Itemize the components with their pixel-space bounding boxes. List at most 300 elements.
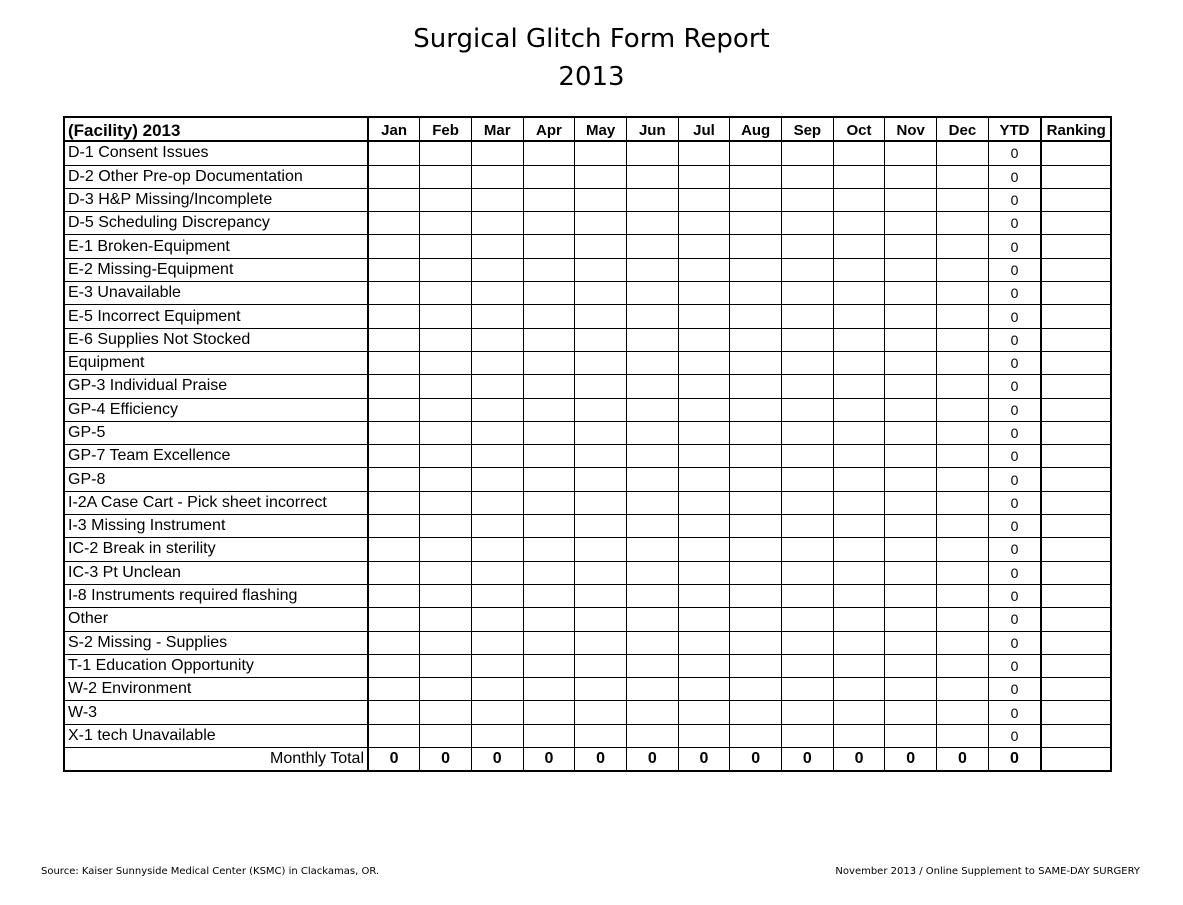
monthly-total-sep: 0: [782, 748, 834, 772]
month-cell-aug: [730, 375, 782, 398]
ytd-cell: 0: [988, 235, 1041, 258]
ytd-header: YTD: [988, 117, 1041, 141]
month-cell-jul: [678, 212, 730, 235]
month-cell-oct: [833, 141, 885, 165]
row-label: Other: [64, 608, 368, 631]
month-cell-nov: [885, 631, 937, 654]
month-cell-dec: [937, 351, 989, 374]
header-row: [64, 117, 1111, 141]
month-cell-oct: [833, 584, 885, 607]
month-cell-feb: [420, 141, 472, 165]
month-cell-feb: [420, 631, 472, 654]
month-cell-aug: [730, 678, 782, 701]
month-cell-dec: [937, 678, 989, 701]
month-cell-jul: [678, 584, 730, 607]
month-cell-jan: [368, 654, 420, 677]
month-cell-sep: [782, 608, 834, 631]
month-cell-aug: [730, 654, 782, 677]
month-cell-dec: [937, 538, 989, 561]
month-cell-sep: [782, 375, 834, 398]
month-cell-feb: [420, 445, 472, 468]
ranking-cell: [1041, 584, 1111, 607]
month-cell-oct: [833, 608, 885, 631]
month-cell-mar: [471, 141, 523, 165]
ytd-cell: 0: [988, 305, 1041, 328]
month-cell-aug: [730, 212, 782, 235]
month-cell-jun: [626, 584, 678, 607]
month-cell-jun: [626, 631, 678, 654]
month-cell-may: [575, 188, 627, 211]
month-cell-jul: [678, 235, 730, 258]
month-cell-nov: [885, 538, 937, 561]
month-cell-nov: [885, 375, 937, 398]
month-cell-mar: [471, 468, 523, 491]
monthly-total-jul: 0: [678, 748, 730, 772]
month-cell-feb: [420, 515, 472, 538]
ytd-cell: 0: [988, 538, 1041, 561]
month-cell-sep: [782, 351, 834, 374]
ranking-header: Ranking: [1041, 117, 1111, 141]
monthly-total-apr: 0: [523, 748, 575, 772]
ytd-cell: 0: [988, 212, 1041, 235]
month-cell-sep: [782, 654, 834, 677]
ranking-cell: [1041, 515, 1111, 538]
month-cell-oct: [833, 328, 885, 351]
month-cell-jan: [368, 561, 420, 584]
ytd-cell: 0: [988, 631, 1041, 654]
month-cell-mar: [471, 305, 523, 328]
month-cell-aug: [730, 421, 782, 444]
month-cell-jan: [368, 491, 420, 514]
month-cell-jun: [626, 282, 678, 305]
month-cell-mar: [471, 212, 523, 235]
month-cell-dec: [937, 305, 989, 328]
month-cell-aug: [730, 515, 782, 538]
ytd-cell: 0: [988, 515, 1041, 538]
month-cell-nov: [885, 328, 937, 351]
month-cell-jun: [626, 141, 678, 165]
month-cell-jan: [368, 421, 420, 444]
ranking-cell: [1041, 235, 1111, 258]
month-cell-sep: [782, 212, 834, 235]
month-cell-apr: [523, 445, 575, 468]
month-cell-nov: [885, 561, 937, 584]
table-row: [64, 678, 1111, 701]
month-cell-jul: [678, 701, 730, 724]
month-cell-sep: [782, 445, 834, 468]
row-label: I-2A Case Cart - Pick sheet incorrect: [64, 491, 368, 514]
month-cell-may: [575, 561, 627, 584]
month-cell-feb: [420, 188, 472, 211]
month-cell-mar: [471, 515, 523, 538]
month-cell-dec: [937, 212, 989, 235]
month-cell-nov: [885, 678, 937, 701]
row-label: E-6 Supplies Not Stocked: [64, 328, 368, 351]
row-label: E-3 Unavailable: [64, 282, 368, 305]
month-cell-oct: [833, 445, 885, 468]
month-cell-sep: [782, 141, 834, 165]
month-cell-jul: [678, 305, 730, 328]
month-cell-sep: [782, 631, 834, 654]
month-cell-oct: [833, 212, 885, 235]
table-row: [64, 445, 1111, 468]
month-cell-apr: [523, 724, 575, 747]
ytd-cell: 0: [988, 608, 1041, 631]
monthly-total-nov: 0: [885, 748, 937, 772]
month-cell-jul: [678, 398, 730, 421]
month-cell-sep: [782, 468, 834, 491]
month-cell-may: [575, 584, 627, 607]
month-cell-jul: [678, 421, 730, 444]
ytd-cell: 0: [988, 561, 1041, 584]
footer-note: November 2013 / Online Supplement to SAME-DAY SURGERY: [835, 866, 1140, 877]
month-cell-dec: [937, 561, 989, 584]
month-cell-apr: [523, 258, 575, 281]
month-cell-may: [575, 212, 627, 235]
month-cell-feb: [420, 282, 472, 305]
monthly-total-jan: 0: [368, 748, 420, 772]
month-cell-apr: [523, 654, 575, 677]
month-cell-jan: [368, 538, 420, 561]
month-cell-apr: [523, 678, 575, 701]
month-cell-jul: [678, 328, 730, 351]
month-cell-mar: [471, 631, 523, 654]
table-row: [64, 421, 1111, 444]
month-cell-jan: [368, 282, 420, 305]
month-cell-nov: [885, 515, 937, 538]
month-cell-jul: [678, 608, 730, 631]
month-cell-apr: [523, 328, 575, 351]
month-cell-may: [575, 701, 627, 724]
month-cell-apr: [523, 375, 575, 398]
month-cell-apr: [523, 631, 575, 654]
month-cell-sep: [782, 258, 834, 281]
monthly-total-may: 0: [575, 748, 627, 772]
month-cell-nov: [885, 235, 937, 258]
month-cell-feb: [420, 258, 472, 281]
month-cell-nov: [885, 724, 937, 747]
month-cell-sep: [782, 561, 834, 584]
month-cell-apr: [523, 305, 575, 328]
month-cell-jul: [678, 654, 730, 677]
month-cell-jul: [678, 678, 730, 701]
month-cell-jun: [626, 654, 678, 677]
ranking-cell: [1041, 724, 1111, 747]
month-cell-oct: [833, 351, 885, 374]
monthly-total-ytd: 0: [988, 748, 1041, 772]
row-label: D-2 Other Pre-op Documentation: [64, 165, 368, 188]
month-cell-jan: [368, 141, 420, 165]
month-cell-nov: [885, 351, 937, 374]
month-cell-aug: [730, 188, 782, 211]
month-cell-nov: [885, 468, 937, 491]
month-cell-aug: [730, 468, 782, 491]
row-label: W-2 Environment: [64, 678, 368, 701]
month-cell-jun: [626, 188, 678, 211]
month-cell-may: [575, 282, 627, 305]
month-cell-jul: [678, 165, 730, 188]
month-cell-mar: [471, 235, 523, 258]
monthly-total-ranking: [1041, 748, 1111, 772]
month-cell-jul: [678, 724, 730, 747]
month-cell-may: [575, 468, 627, 491]
ranking-cell: [1041, 351, 1111, 374]
month-cell-dec: [937, 584, 989, 607]
month-cell-aug: [730, 398, 782, 421]
month-cell-oct: [833, 515, 885, 538]
month-cell-mar: [471, 398, 523, 421]
month-cell-aug: [730, 445, 782, 468]
month-cell-may: [575, 165, 627, 188]
ranking-cell: [1041, 258, 1111, 281]
month-cell-jan: [368, 631, 420, 654]
month-cell-may: [575, 421, 627, 444]
ytd-cell: 0: [988, 258, 1041, 281]
ranking-cell: [1041, 468, 1111, 491]
month-header-feb: Feb: [420, 117, 472, 141]
row-label: W-3: [64, 701, 368, 724]
month-cell-mar: [471, 608, 523, 631]
month-cell-nov: [885, 398, 937, 421]
month-cell-mar: [471, 584, 523, 607]
month-cell-jan: [368, 468, 420, 491]
ranking-cell: [1041, 375, 1111, 398]
table-row: [64, 351, 1111, 374]
month-cell-jun: [626, 165, 678, 188]
month-cell-oct: [833, 678, 885, 701]
month-cell-jul: [678, 561, 730, 584]
month-cell-sep: [782, 678, 834, 701]
month-cell-nov: [885, 282, 937, 305]
month-cell-feb: [420, 305, 472, 328]
month-cell-aug: [730, 235, 782, 258]
month-cell-jan: [368, 328, 420, 351]
month-cell-apr: [523, 188, 575, 211]
glitch-report-table: [63, 116, 1112, 772]
month-cell-sep: [782, 235, 834, 258]
month-cell-mar: [471, 165, 523, 188]
month-cell-mar: [471, 538, 523, 561]
month-cell-may: [575, 235, 627, 258]
month-cell-dec: [937, 258, 989, 281]
row-label: S-2 Missing - Supplies: [64, 631, 368, 654]
month-cell-may: [575, 398, 627, 421]
table-row: [64, 724, 1111, 747]
row-label: GP-4 Efficiency: [64, 398, 368, 421]
table-row: [64, 212, 1111, 235]
month-cell-nov: [885, 141, 937, 165]
month-cell-sep: [782, 584, 834, 607]
month-cell-jul: [678, 282, 730, 305]
month-cell-sep: [782, 165, 834, 188]
ranking-cell: [1041, 328, 1111, 351]
month-cell-may: [575, 491, 627, 514]
table-row: [64, 188, 1111, 211]
month-cell-apr: [523, 421, 575, 444]
month-cell-feb: [420, 724, 472, 747]
ranking-cell: [1041, 608, 1111, 631]
month-cell-oct: [833, 701, 885, 724]
month-cell-mar: [471, 701, 523, 724]
month-cell-dec: [937, 491, 989, 514]
month-cell-sep: [782, 188, 834, 211]
month-cell-jun: [626, 421, 678, 444]
month-cell-jun: [626, 305, 678, 328]
table-row: [64, 491, 1111, 514]
ranking-cell: [1041, 654, 1111, 677]
footer-source: Source: Kaiser Sunnyside Medical Center (KSMC) in Clackamas, OR.: [41, 866, 380, 877]
month-cell-apr: [523, 282, 575, 305]
row-label: GP-8: [64, 468, 368, 491]
month-cell-jun: [626, 561, 678, 584]
month-cell-jul: [678, 375, 730, 398]
month-cell-mar: [471, 678, 523, 701]
month-cell-aug: [730, 724, 782, 747]
month-cell-feb: [420, 654, 472, 677]
month-cell-dec: [937, 398, 989, 421]
month-cell-may: [575, 258, 627, 281]
monthly-total-feb: 0: [420, 748, 472, 772]
month-cell-mar: [471, 188, 523, 211]
month-cell-feb: [420, 375, 472, 398]
month-cell-jul: [678, 351, 730, 374]
month-cell-feb: [420, 212, 472, 235]
month-cell-jan: [368, 188, 420, 211]
ranking-cell: [1041, 678, 1111, 701]
month-cell-dec: [937, 165, 989, 188]
month-header-mar: Mar: [471, 117, 523, 141]
month-cell-may: [575, 515, 627, 538]
month-cell-apr: [523, 468, 575, 491]
month-cell-apr: [523, 235, 575, 258]
month-cell-oct: [833, 468, 885, 491]
month-cell-jan: [368, 258, 420, 281]
row-label: I-3 Missing Instrument: [64, 515, 368, 538]
month-cell-nov: [885, 212, 937, 235]
month-header-jun: Jun: [626, 117, 678, 141]
row-label: T-1 Education Opportunity: [64, 654, 368, 677]
row-label: E-5 Incorrect Equipment: [64, 305, 368, 328]
month-cell-may: [575, 351, 627, 374]
table-row: [64, 515, 1111, 538]
month-cell-dec: [937, 468, 989, 491]
month-cell-nov: [885, 188, 937, 211]
row-label: GP-5: [64, 421, 368, 444]
month-cell-aug: [730, 631, 782, 654]
month-cell-feb: [420, 701, 472, 724]
month-cell-feb: [420, 678, 472, 701]
month-cell-sep: [782, 328, 834, 351]
ranking-cell: [1041, 188, 1111, 211]
ytd-cell: 0: [988, 654, 1041, 677]
month-cell-dec: [937, 141, 989, 165]
row-label: GP-7 Team Excellence: [64, 445, 368, 468]
month-cell-nov: [885, 584, 937, 607]
month-cell-jan: [368, 375, 420, 398]
table-row: [64, 701, 1111, 724]
table-row: [64, 631, 1111, 654]
ytd-cell: 0: [988, 421, 1041, 444]
month-cell-apr: [523, 491, 575, 514]
month-cell-jun: [626, 468, 678, 491]
report-year: 2013: [558, 62, 625, 92]
month-cell-oct: [833, 375, 885, 398]
row-label: E-2 Missing-Equipment: [64, 258, 368, 281]
month-cell-oct: [833, 165, 885, 188]
month-cell-mar: [471, 654, 523, 677]
ytd-cell: 0: [988, 724, 1041, 747]
ranking-cell: [1041, 561, 1111, 584]
month-cell-mar: [471, 421, 523, 444]
month-cell-oct: [833, 235, 885, 258]
month-cell-jun: [626, 328, 678, 351]
monthly-total-label: Monthly Total: [64, 748, 368, 772]
ranking-cell: [1041, 445, 1111, 468]
month-cell-feb: [420, 398, 472, 421]
month-cell-aug: [730, 491, 782, 514]
month-cell-sep: [782, 515, 834, 538]
month-cell-nov: [885, 421, 937, 444]
month-cell-aug: [730, 608, 782, 631]
month-cell-aug: [730, 282, 782, 305]
month-cell-sep: [782, 421, 834, 444]
facility-header: (Facility) 2013: [64, 117, 368, 141]
table-row: [64, 328, 1111, 351]
row-label: X-1 tech Unavailable: [64, 724, 368, 747]
month-cell-nov: [885, 165, 937, 188]
row-label: IC-2 Break in sterility: [64, 538, 368, 561]
ranking-cell: [1041, 212, 1111, 235]
monthly-total-jun: 0: [626, 748, 678, 772]
month-cell-dec: [937, 608, 989, 631]
ytd-cell: 0: [988, 328, 1041, 351]
month-cell-jan: [368, 165, 420, 188]
month-cell-jun: [626, 351, 678, 374]
month-cell-apr: [523, 608, 575, 631]
monthly-total-dec: 0: [937, 748, 989, 772]
month-header-jan: Jan: [368, 117, 420, 141]
month-cell-mar: [471, 724, 523, 747]
month-cell-dec: [937, 235, 989, 258]
row-label: E-1 Broken-Equipment: [64, 235, 368, 258]
table-row: [64, 584, 1111, 607]
month-cell-feb: [420, 351, 472, 374]
month-cell-oct: [833, 188, 885, 211]
month-cell-jul: [678, 258, 730, 281]
month-cell-oct: [833, 538, 885, 561]
month-cell-nov: [885, 258, 937, 281]
month-cell-aug: [730, 328, 782, 351]
month-cell-jan: [368, 351, 420, 374]
month-cell-aug: [730, 351, 782, 374]
month-cell-mar: [471, 282, 523, 305]
month-cell-dec: [937, 421, 989, 444]
month-cell-nov: [885, 654, 937, 677]
month-cell-jul: [678, 188, 730, 211]
month-header-aug: Aug: [730, 117, 782, 141]
month-cell-jul: [678, 445, 730, 468]
month-cell-oct: [833, 258, 885, 281]
month-cell-feb: [420, 328, 472, 351]
month-cell-feb: [420, 584, 472, 607]
ytd-cell: 0: [988, 282, 1041, 305]
month-cell-dec: [937, 515, 989, 538]
month-cell-jun: [626, 608, 678, 631]
month-cell-jun: [626, 445, 678, 468]
month-cell-apr: [523, 398, 575, 421]
month-cell-feb: [420, 608, 472, 631]
ytd-cell: 0: [988, 141, 1041, 165]
